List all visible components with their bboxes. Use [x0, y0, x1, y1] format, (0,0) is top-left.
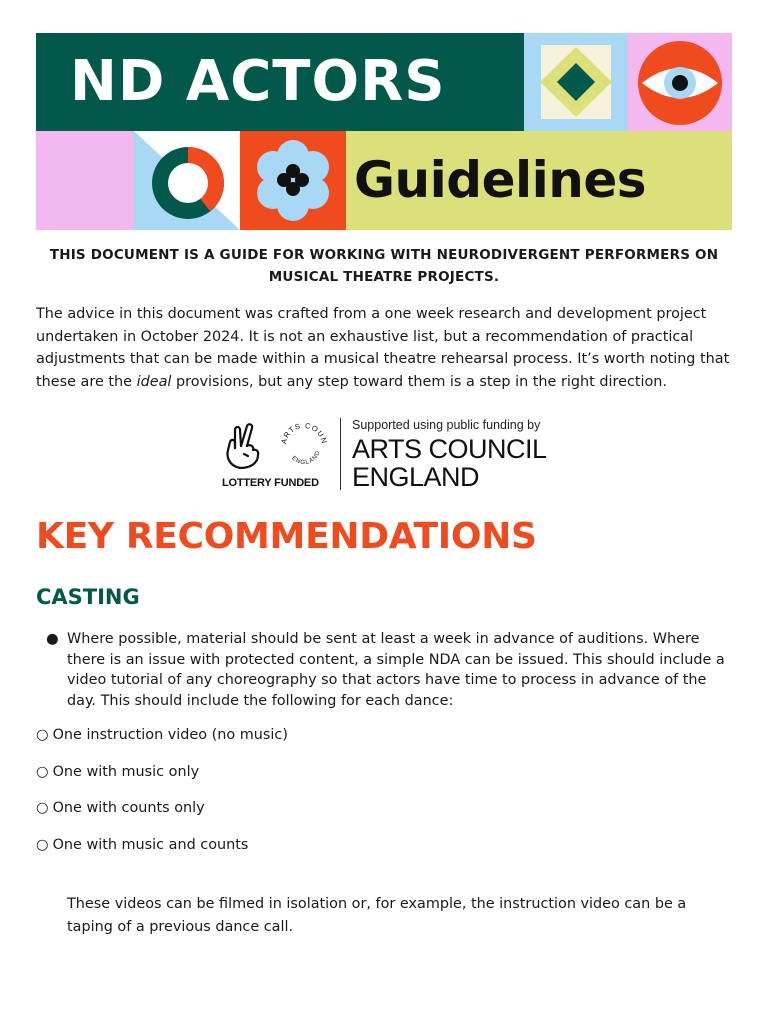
intro-emphasis: ideal: [136, 373, 172, 390]
key-recommendations-heading: KEY RECOMMENDATIONS: [36, 516, 537, 557]
sub-item-text: One with music and counts: [52, 837, 249, 853]
casting-heading: CASTING: [36, 585, 140, 609]
intro-paragraph: [36, 303, 736, 393]
diamond-icon: [524, 33, 628, 131]
bullet-dot: ●: [46, 631, 59, 647]
svg-text:ENGLAND: ENGLAND: [290, 449, 322, 467]
bullet-text: Where possible, material should be sent at least a week in advance of auditions. Where there is an issue with protected content, a simple NDA can be issued. This should include a video tutorial of any choreography so that actors have time to process in advance of the day. This should include the following for each dance:: [67, 631, 725, 709]
funding-logo: [220, 416, 560, 492]
sub-list-item: [36, 762, 199, 782]
support-text: Supported using public funding by: [352, 418, 541, 432]
lottery-crossed-fingers-icon: [220, 420, 268, 472]
sub-item-text: One with music only: [52, 764, 200, 780]
banner-subtitle: Guidelines: [346, 131, 732, 230]
intro-heading: [36, 244, 732, 288]
arts-council-name-line-2: ENGLAND: [352, 462, 480, 492]
banner-title: ND ACTORS: [36, 33, 524, 131]
flower-icon: [240, 131, 346, 230]
logo-divider: [340, 418, 341, 490]
sub-list-item: [36, 835, 248, 855]
intro-text-part-2: provisions, but any step toward them is a step in the right direction.: [171, 373, 667, 390]
lottery-funded-label: LOTTERY FUNDED: [222, 477, 319, 489]
sub-bullet-circle: ○: [36, 764, 49, 780]
sub-bullet-circle: ○: [36, 800, 49, 816]
intro-text-part-1: The advice in this document was crafted from a one week research and development project undertaken in October 2024. It is not an exhaustive list, but a recommendation of practical adjustments that can be made within a musical theatre rehearsal process. It’s worth noting that these are the: [36, 306, 730, 390]
split-circle-icon: [134, 131, 240, 230]
intro-heading-line-2: MUSICAL THEATRE PROJECTS.: [268, 269, 500, 285]
list-item: [46, 629, 736, 711]
arts-council-seal-icon: [276, 418, 332, 474]
pink-tile: [36, 131, 134, 230]
sub-item-text: One instruction video (no music): [52, 727, 288, 743]
svg-text:ARTS COUNCIL: ARTS COUN: [279, 420, 330, 446]
sub-list-item: [36, 798, 205, 818]
intro-heading-line-1: THIS DOCUMENT IS A GUIDE FOR WORKING WITH NEURODIVERGENT PERFORMERS ON: [49, 247, 719, 263]
sub-item-text: One with counts only: [52, 800, 205, 816]
sub-list-item: [36, 725, 288, 745]
sub-bullet-circle: ○: [36, 727, 49, 743]
eye-icon: [628, 33, 732, 131]
arts-council-name: [352, 435, 547, 491]
closing-paragraph: These videos can be filmed in isolation or, for example, the instruction video can be a taping of a previous dance call.: [67, 896, 687, 935]
arts-council-name-line-1: ARTS COUNCIL: [352, 434, 547, 464]
sub-bullet-circle: ○: [36, 837, 49, 853]
header-banner: [36, 33, 732, 230]
